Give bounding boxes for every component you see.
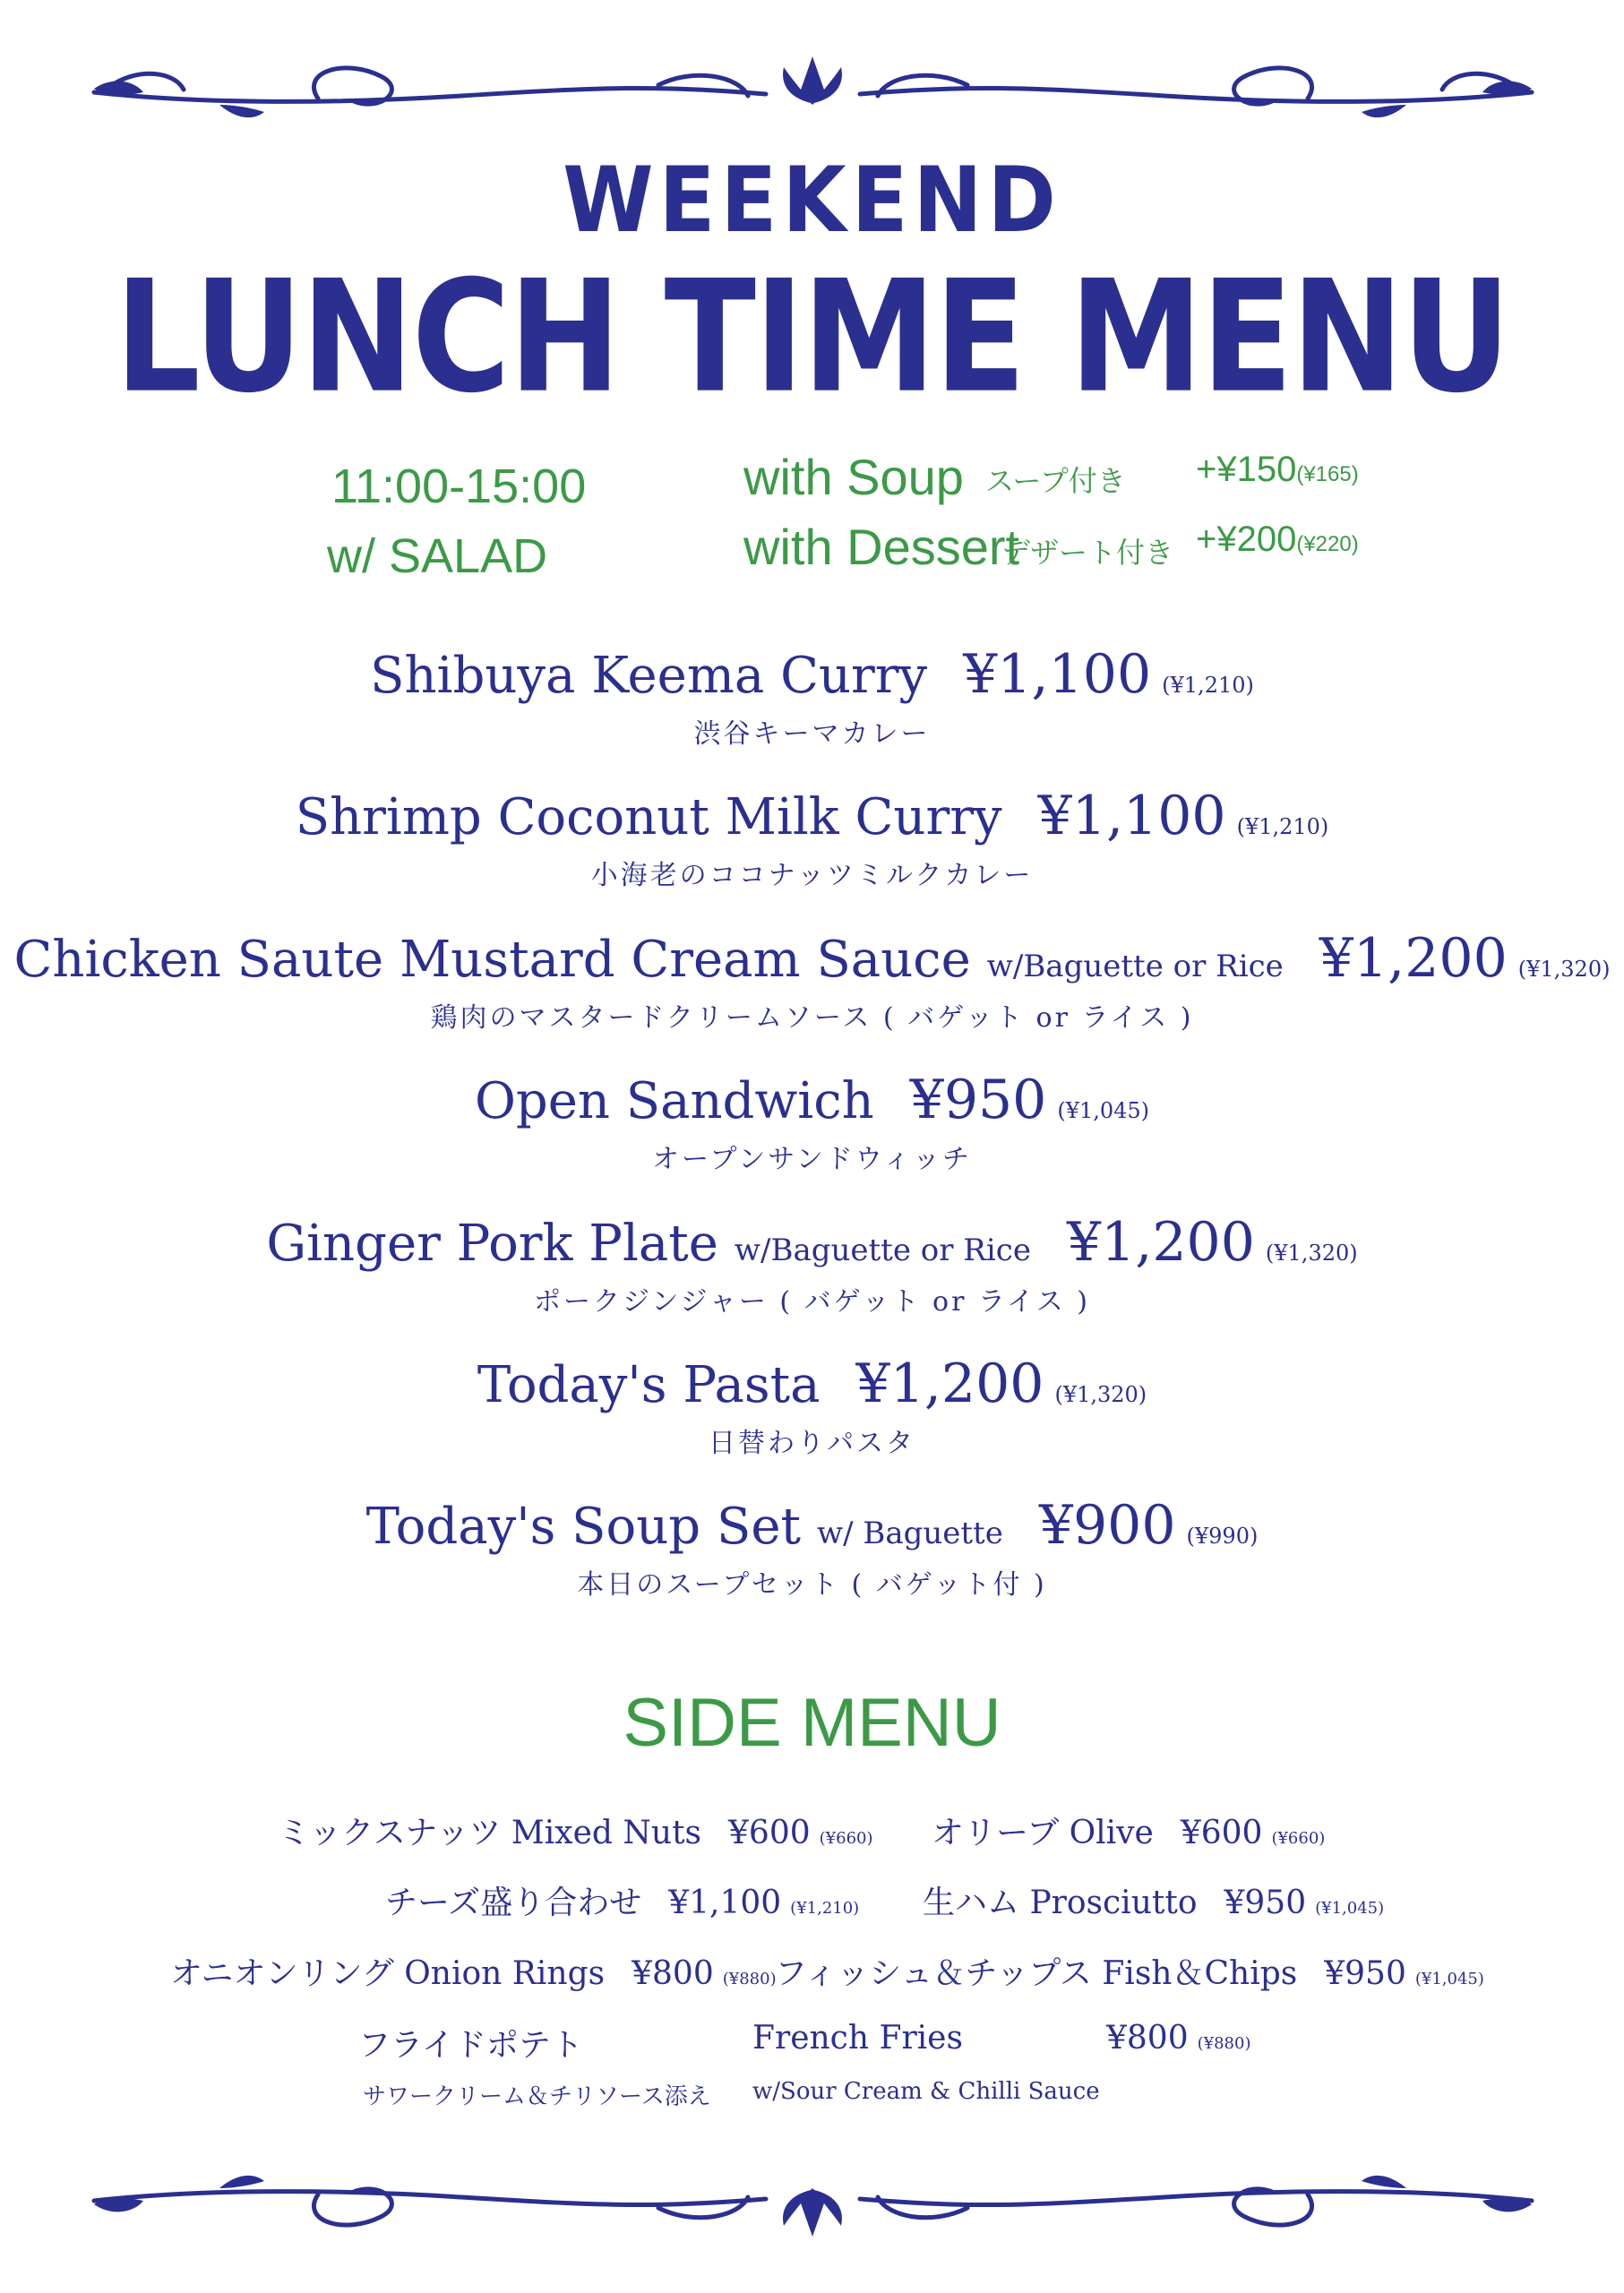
- menu-item-option: w/ Baguette: [816, 1516, 1003, 1551]
- menu-item-japanese: ポークジンジャー ( バゲット or ライス ): [534, 1286, 1090, 1318]
- menu-item-japanese: 鶏肉のマスタードクリームソース ( バゲット or ライス ): [430, 1002, 1194, 1034]
- top-ornament: [85, 49, 1541, 130]
- menu-item-name: Today's Pasta: [477, 1356, 821, 1414]
- salad-note: w/ SALAD: [327, 529, 548, 583]
- menu-item-tax-price: (¥1,320): [1517, 957, 1611, 982]
- side-item-tax-price: (¥1,045): [1315, 1899, 1385, 1918]
- menu-item: [0, 643, 1624, 751]
- menu-item-japanese: 本日のスープセット ( バゲット付 ): [577, 1569, 1047, 1601]
- fries-price-group: [1106, 2020, 1250, 2057]
- with-dessert-label: with Dessert: [743, 519, 1020, 575]
- menu-item-tax-price: (¥1,320): [1265, 1241, 1358, 1266]
- menu-item-option: w/Baguette or Rice: [734, 1232, 1031, 1268]
- menu-item-name: Ginger Pork Plate: [266, 1215, 718, 1273]
- menu-item-name: Today's Soup Set: [365, 1498, 801, 1556]
- menu-item: [0, 785, 1624, 892]
- with-dessert-price: [1196, 520, 1359, 560]
- menu-item-tax-price: (¥1,210): [1162, 673, 1254, 698]
- fries-sub-jp: サワークリーム＆チリソース添え: [363, 2083, 711, 2110]
- fries-tax-price: (¥880): [1197, 2034, 1251, 2053]
- menu-item-tax-price: (¥990): [1186, 1524, 1259, 1549]
- side-item-price: ¥800: [632, 1955, 714, 1992]
- side-item-tax-price: (¥880): [722, 1970, 777, 1988]
- menu-item-price: ¥1,200: [1319, 927, 1508, 990]
- menu-item-japanese: 日替わりパスタ: [709, 1428, 915, 1459]
- side-item-name: 生ハム Prosciutto: [923, 1885, 1198, 1921]
- menu-item-tax-price: (¥1,210): [1236, 814, 1329, 839]
- menu-item-tax-price: (¥1,045): [1057, 1098, 1150, 1123]
- menu-item-price: ¥1,100: [1037, 785, 1226, 847]
- side-item-name: オリーブ Olive: [932, 1815, 1154, 1851]
- menu-item-japanese: オープンサンドウィッチ: [652, 1144, 972, 1175]
- weekend-heading: WEEKEND: [563, 147, 1061, 253]
- menu-item: [0, 1069, 1624, 1176]
- side-item-tax-price: (¥1,045): [1414, 1970, 1484, 1988]
- side-item: [278, 1808, 873, 1853]
- menu-item-name: Shrimp Coconut Milk Curry: [295, 788, 1002, 846]
- side-item-name: フィッシュ＆チップス Fish＆Chips: [775, 1955, 1298, 1992]
- menu-item-option: w/Baguette or Rice: [986, 949, 1284, 984]
- side-item-name: オニオンリング Onion Rings: [170, 1955, 606, 1992]
- side-item-name: ミックスナッツ Mixed Nuts: [278, 1815, 702, 1851]
- side-item-name: チーズ盛り合わせ: [385, 1885, 642, 1921]
- menu-item: [0, 1494, 1624, 1602]
- menu-item-price: ¥1,200: [1066, 1211, 1255, 1274]
- menu-item-japanese: 渋谷キーマカレー: [693, 718, 931, 750]
- side-item: [170, 1948, 777, 1994]
- fries-name-jp: フライドポテト: [358, 2027, 583, 2064]
- with-dessert-jp: デザート付き: [1001, 537, 1174, 569]
- side-item-price: ¥600: [1180, 1815, 1263, 1851]
- menu-item-tax-price: (¥1,320): [1054, 1382, 1147, 1407]
- side-item-price: ¥600: [728, 1815, 811, 1851]
- menu-item-name: Chicken Saute Mustard Cream Sauce: [13, 931, 971, 989]
- side-item-price: ¥1,100: [668, 1885, 782, 1921]
- menu-item: [0, 1211, 1624, 1318]
- with-soup-label: with Soup: [743, 449, 964, 505]
- fries-sub-en: w/Sour Cream & Chilli Sauce: [752, 2078, 1100, 2105]
- side-menu-title: SIDE MENU: [623, 1685, 1001, 1761]
- page-title: LUNCH TIME MENU: [115, 247, 1509, 428]
- side-item: [385, 1877, 859, 1923]
- side-item: [775, 1948, 1484, 1994]
- fries-name-en: French Fries: [752, 2020, 963, 2057]
- bottom-ornament: [85, 2163, 1541, 2244]
- fries-price: ¥800: [1106, 2020, 1189, 2057]
- soup-price-tax: (¥165): [1296, 462, 1359, 486]
- menu-item-price: ¥950: [909, 1069, 1047, 1131]
- side-item-tax-price: (¥660): [819, 1829, 873, 1848]
- menu-item: [0, 1353, 1624, 1460]
- menu-item-japanese: 小海老のココナッツミルクカレー: [590, 860, 1034, 891]
- menu-item-name: Shibuya Keema Curry: [370, 647, 928, 705]
- side-item: [932, 1808, 1325, 1853]
- with-soup-price: [1196, 450, 1359, 490]
- side-item-tax-price: (¥1,210): [790, 1899, 860, 1918]
- menu-item: [0, 927, 1624, 1035]
- menu-item-price: ¥1,200: [855, 1353, 1044, 1415]
- dessert-price: +¥200: [1196, 520, 1297, 559]
- dessert-price-tax: (¥220): [1296, 532, 1359, 556]
- lunch-hours: 11:00-15:00: [331, 459, 587, 513]
- side-item-tax-price: (¥660): [1271, 1829, 1326, 1848]
- menu-item-price: ¥1,100: [963, 643, 1152, 706]
- with-soup-jp: スープ付き: [985, 465, 1126, 497]
- side-item: [923, 1877, 1384, 1923]
- menu-item-name: Open Sandwich: [474, 1072, 874, 1130]
- menu-item-price: ¥900: [1038, 1494, 1176, 1557]
- side-item-price: ¥950: [1324, 1955, 1406, 1992]
- side-item-price: ¥950: [1224, 1885, 1307, 1921]
- soup-price: +¥150: [1196, 450, 1297, 489]
